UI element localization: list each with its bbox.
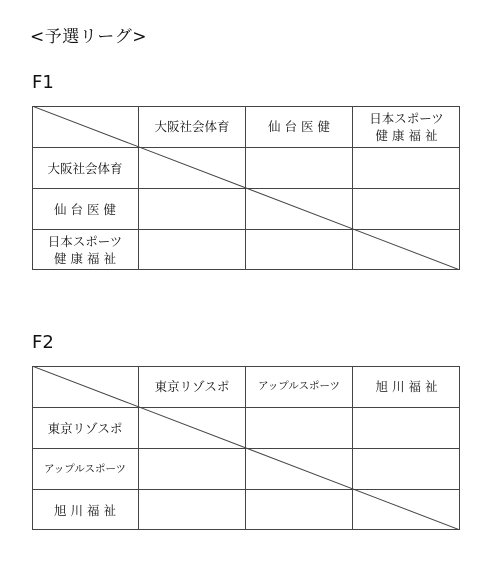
group-f2-table: [32, 366, 460, 530]
col-header-team-2: 仙 台 医 健: [268, 119, 330, 134]
row-header-team-2: 仙 台 医 健: [54, 201, 116, 217]
group-f1-label: F1: [32, 72, 54, 93]
row-header-team-1: 大阪社会体育: [47, 160, 123, 176]
group-f2-label: F2: [32, 332, 54, 353]
col-header-team-2: アップルスポーツ: [257, 380, 341, 392]
col-header-team-3: 旭 川 福 祉: [375, 379, 438, 394]
group-f1-table: [32, 106, 460, 270]
row-header-team-3: 旭 川 福 祉: [54, 502, 116, 518]
col-header-team-1: 東京リゾスポ: [154, 379, 230, 394]
row-header-team-1: 東京リゾスポ: [47, 420, 123, 436]
col-header-team-1: 大阪社会体育: [154, 119, 230, 134]
row-header-team-3: 日本スポーツ 健 康 福 祉: [47, 234, 123, 266]
col-header-team-3: 日本スポーツ 健 康 福 祉: [369, 110, 444, 143]
page-title: <予選リーグ>: [30, 27, 147, 47]
row-header-team-2: アップルスポーツ: [43, 462, 127, 475]
